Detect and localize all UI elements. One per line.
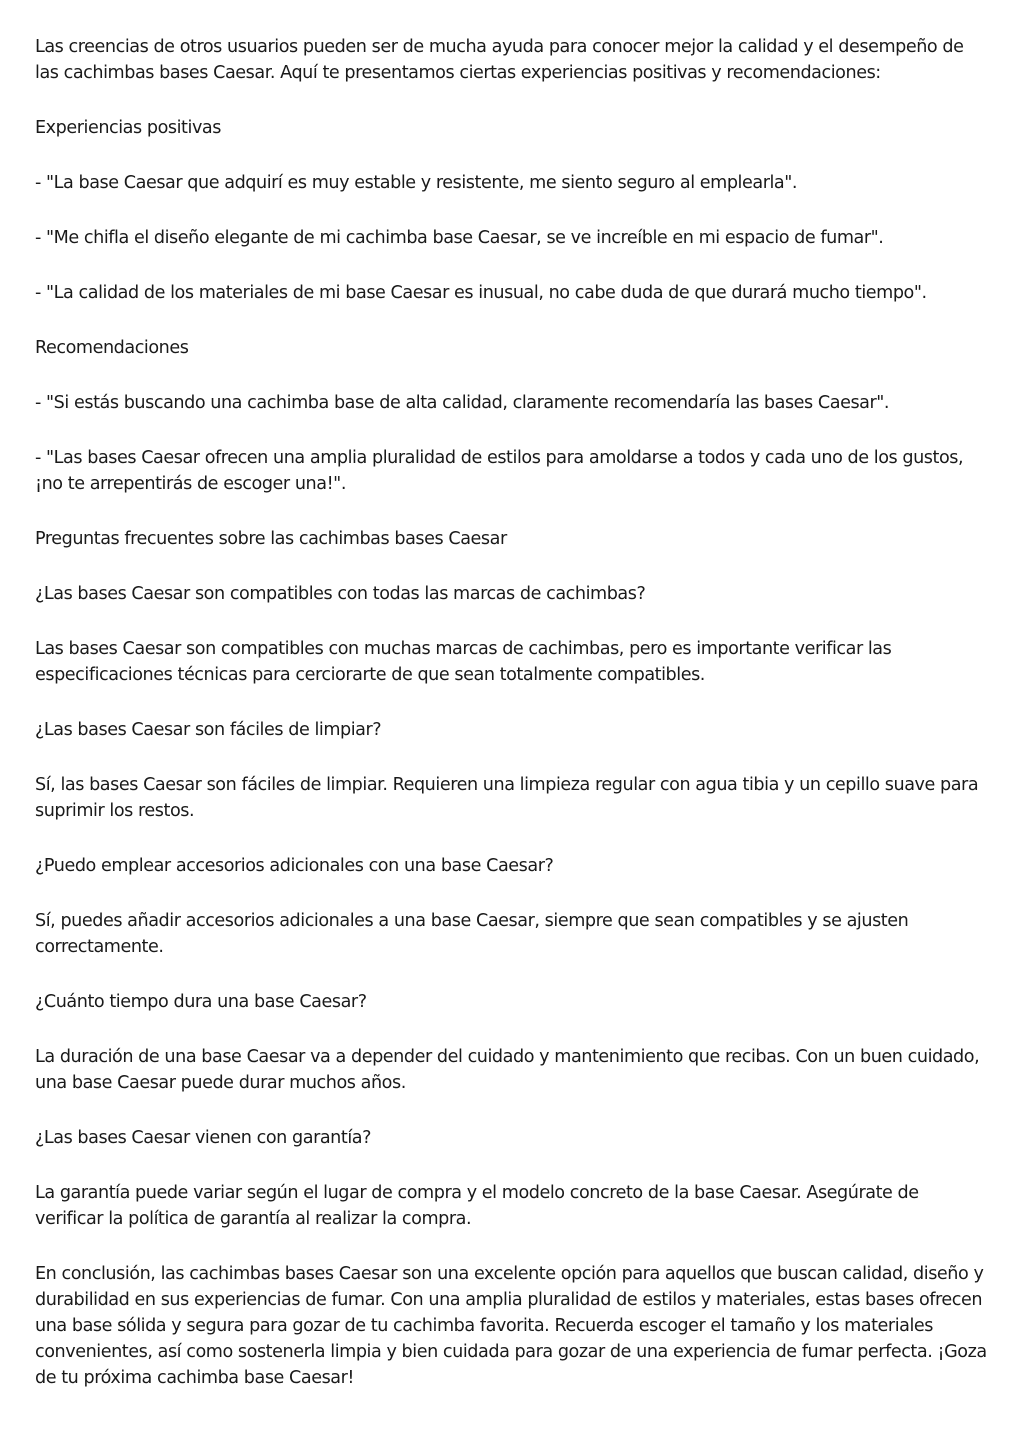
- testimonial-item: - "La calidad de los materiales de mi base Caesar es inusual, no cabe duda de que durará mucho tiempo".: [35, 283, 927, 303]
- document-page: [35, 34, 990, 1420]
- faq-answer: Las bases Caesar son compatibles con muchas marcas de cachimbas, pero es importante verificar las especificaciones técnicas para cerciorarte de que sean totalmente compatibles.: [35, 639, 892, 685]
- faq-answer: La duración de una base Caesar va a depender del cuidado y mantenimiento que recibas. Con un buen cuidado, una base Caesar puede durar muchos años.: [35, 1047, 980, 1093]
- faq-answer: Sí, las bases Caesar son fáciles de limpiar. Requieren una limpieza regular con agua tibia y un cepillo suave para suprimir los restos.: [35, 775, 979, 821]
- faq-answer: La garantía puede variar según el lugar de compra y el modelo concreto de la base Caesar. Asegúrate de verificar la política de garantía al realizar la compra.: [35, 1183, 919, 1229]
- testimonial-item: - "Me chifla el diseño elegante de mi cachimba base Caesar, se ve increíble en mi espacio de fumar".: [35, 228, 884, 248]
- section-heading-recommendations: Recomendaciones: [35, 338, 189, 358]
- faq-question: ¿Puedo emplear accesorios adicionales con una base Caesar?: [35, 856, 554, 876]
- section-heading-faq: Preguntas frecuentes sobre las cachimbas bases Caesar: [35, 529, 507, 549]
- section-heading-experiences: Experiencias positivas: [35, 118, 221, 138]
- testimonial-item: - "La base Caesar que adquirí es muy estable y resistente, me siento seguro al emplearla".: [35, 173, 798, 193]
- recommendation-item: - "Si estás buscando una cachimba base de alta calidad, claramente recomendaría las bases Caesar".: [35, 393, 890, 413]
- faq-answer: Sí, puedes añadir accesorios adicionales a una base Caesar, siempre que sean compatibles y se ajusten correctamente.: [35, 911, 909, 957]
- intro-paragraph: Las creencias de otros usuarios pueden ser de mucha ayuda para conocer mejor la calidad y el desempeño de las cachimbas bases Caesar. Aquí te presentamos ciertas experiencias positivas y recomendaciones:: [35, 37, 964, 83]
- recommendation-item: - "Las bases Caesar ofrecen una amplia pluralidad de estilos para amoldarse a todos y cada uno de los gustos, ¡no te arrepentirás de escoger una!".: [35, 448, 964, 494]
- faq-question: ¿Cuánto tiempo dura una base Caesar?: [35, 992, 367, 1012]
- faq-question: ¿Las bases Caesar vienen con garantía?: [35, 1128, 371, 1148]
- faq-question: ¿Las bases Caesar son fáciles de limpiar?: [35, 720, 382, 740]
- faq-question: ¿Las bases Caesar son compatibles con todas las marcas de cachimbas?: [35, 584, 646, 604]
- conclusion-paragraph: En conclusión, las cachimbas bases Caesar son una excelente opción para aquellos que buscan calidad, diseño y durabilidad en sus experiencias de fumar. Con una amplia pluralidad de estilos y materiales, estas bases ofrecen una base sólida y segura para gozar de tu cachimba favorita. Recuerda escoger el tamaño y los materiales convenientes, así como sostenerla limpia y bien cuidada para gozar de una experiencia de fumar perfecta. ¡Goza de tu próxima cachimba base Caesar!: [35, 1264, 987, 1388]
